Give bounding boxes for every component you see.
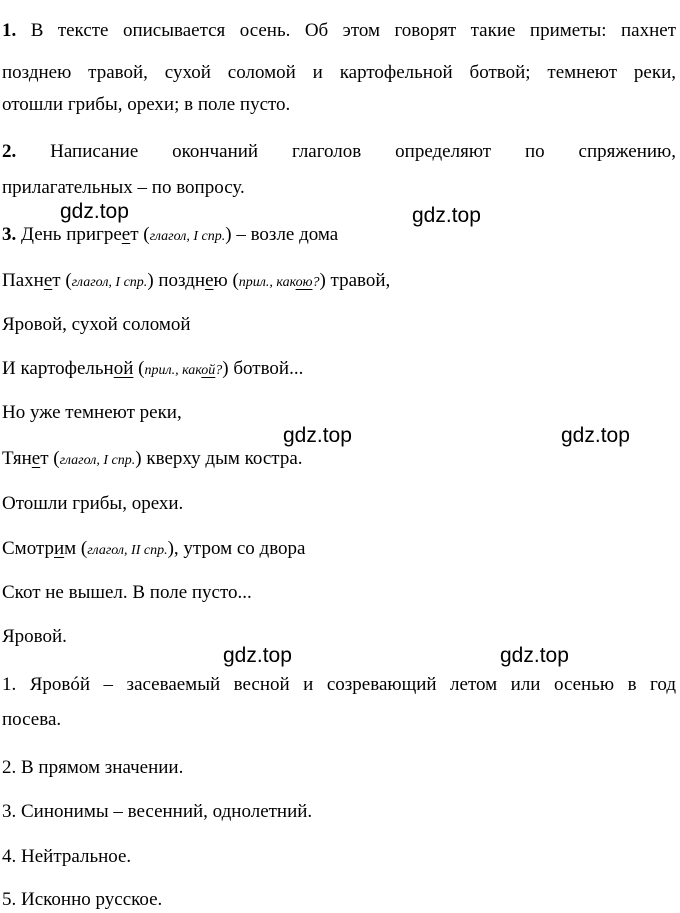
poem-text: ) травой,: [319, 270, 391, 291]
watermark: gdz.top: [223, 644, 292, 667]
analysis-item-5: 5. Исконно русское.: [2, 889, 163, 910]
grammar-note: прил., как: [144, 363, 202, 378]
poem-text: Тян: [2, 448, 32, 469]
underlined-ending: е: [31, 448, 41, 469]
poem-text: ) кверху дым костра.: [135, 448, 303, 469]
poem-line-5: Но уже темнеют реки,: [2, 402, 182, 423]
poem-line-3: Яровой, сухой соломой: [2, 314, 191, 335]
p1-text-1: В тексте описывается осень. Об этом говорят такие приметы: пахнет: [16, 20, 676, 41]
poem-line-8: [2, 537, 305, 563]
underlined-ending: ой: [113, 358, 134, 379]
grammar-note: глагол, I спр.: [149, 229, 226, 244]
p2-number: 2.: [2, 141, 17, 162]
watermark: gdz.top: [500, 644, 569, 667]
poem-text: Смотр: [2, 538, 54, 559]
analysis-item-1-line-1: 1. Яровóй – засеваемый весной и созревающий летом или осенью в год: [2, 674, 676, 695]
underlined-ending: ою: [295, 275, 313, 290]
poem-line-2: [2, 269, 390, 295]
analyzed-word: Яровой.: [2, 626, 67, 647]
poem-text: м (: [64, 538, 88, 559]
p1-line-1: [2, 19, 676, 43]
analysis-item-4: 4. Нейтральное.: [2, 846, 132, 867]
poem-text: (: [133, 358, 145, 379]
p2-text-1: Написание окончаний глаголов определяют по спряжению,: [16, 141, 676, 162]
grammar-note: глагол, II спр.: [87, 543, 168, 558]
p2-line-1: [2, 140, 676, 164]
poem-line-1: [2, 223, 338, 249]
analysis-item-1-line-2: посева.: [2, 709, 62, 730]
poem-line-7: Отошли грибы, орехи.: [2, 493, 184, 514]
p1-line-3: отошли грибы, орехи; в поле пусто.: [2, 94, 291, 115]
underlined-ending: и: [53, 538, 65, 559]
p1-number: 1.: [2, 20, 17, 41]
grammar-note: ?: [312, 275, 320, 290]
poem-text: И картофельн: [2, 358, 114, 379]
poem-text: т (: [52, 270, 72, 291]
underlined-ending: е: [121, 224, 131, 245]
analysis-item-3: 3. Синонимы – весенний, однолетний.: [2, 801, 313, 822]
poem-line-4: [2, 357, 303, 383]
watermark: gdz.top: [561, 424, 630, 447]
poem-text: Пахн: [2, 270, 44, 291]
grammar-note: глагол, I спр.: [71, 275, 148, 290]
poem-text: ) – возле дома: [225, 224, 339, 245]
underlined-ending: е: [43, 270, 53, 291]
poem-text: т (: [130, 224, 150, 245]
poem-text: ) ботвой...: [222, 358, 304, 379]
p3-number: 3.: [2, 224, 17, 245]
underlined-ending: ой: [201, 363, 216, 378]
poem-text: День пригре: [16, 224, 122, 245]
poem-text: ю (: [213, 270, 239, 291]
poem-text: ), утром со двора: [167, 538, 306, 559]
poem-text: ) поздн: [147, 270, 206, 291]
watermark: gdz.top: [60, 200, 129, 223]
grammar-note: ?: [215, 363, 223, 378]
poem-text: т (: [40, 448, 60, 469]
grammar-note: глагол, I спр.: [59, 453, 136, 468]
underlined-ending: е: [205, 270, 214, 291]
p1-line-2: позднею травой, сухой соломой и картофельной ботвой; темнеют реки,: [2, 62, 676, 83]
analysis-item-2: 2. В прямом значении.: [2, 757, 184, 778]
p2-line-2: прилагательных – по вопросу.: [2, 177, 245, 198]
watermark: gdz.top: [412, 204, 481, 227]
watermark: gdz.top: [283, 424, 352, 447]
poem-line-9: Скот не вышел. В поле пусто...: [2, 582, 252, 603]
grammar-note: прил., как: [238, 275, 296, 290]
poem-line-6: [2, 447, 303, 473]
